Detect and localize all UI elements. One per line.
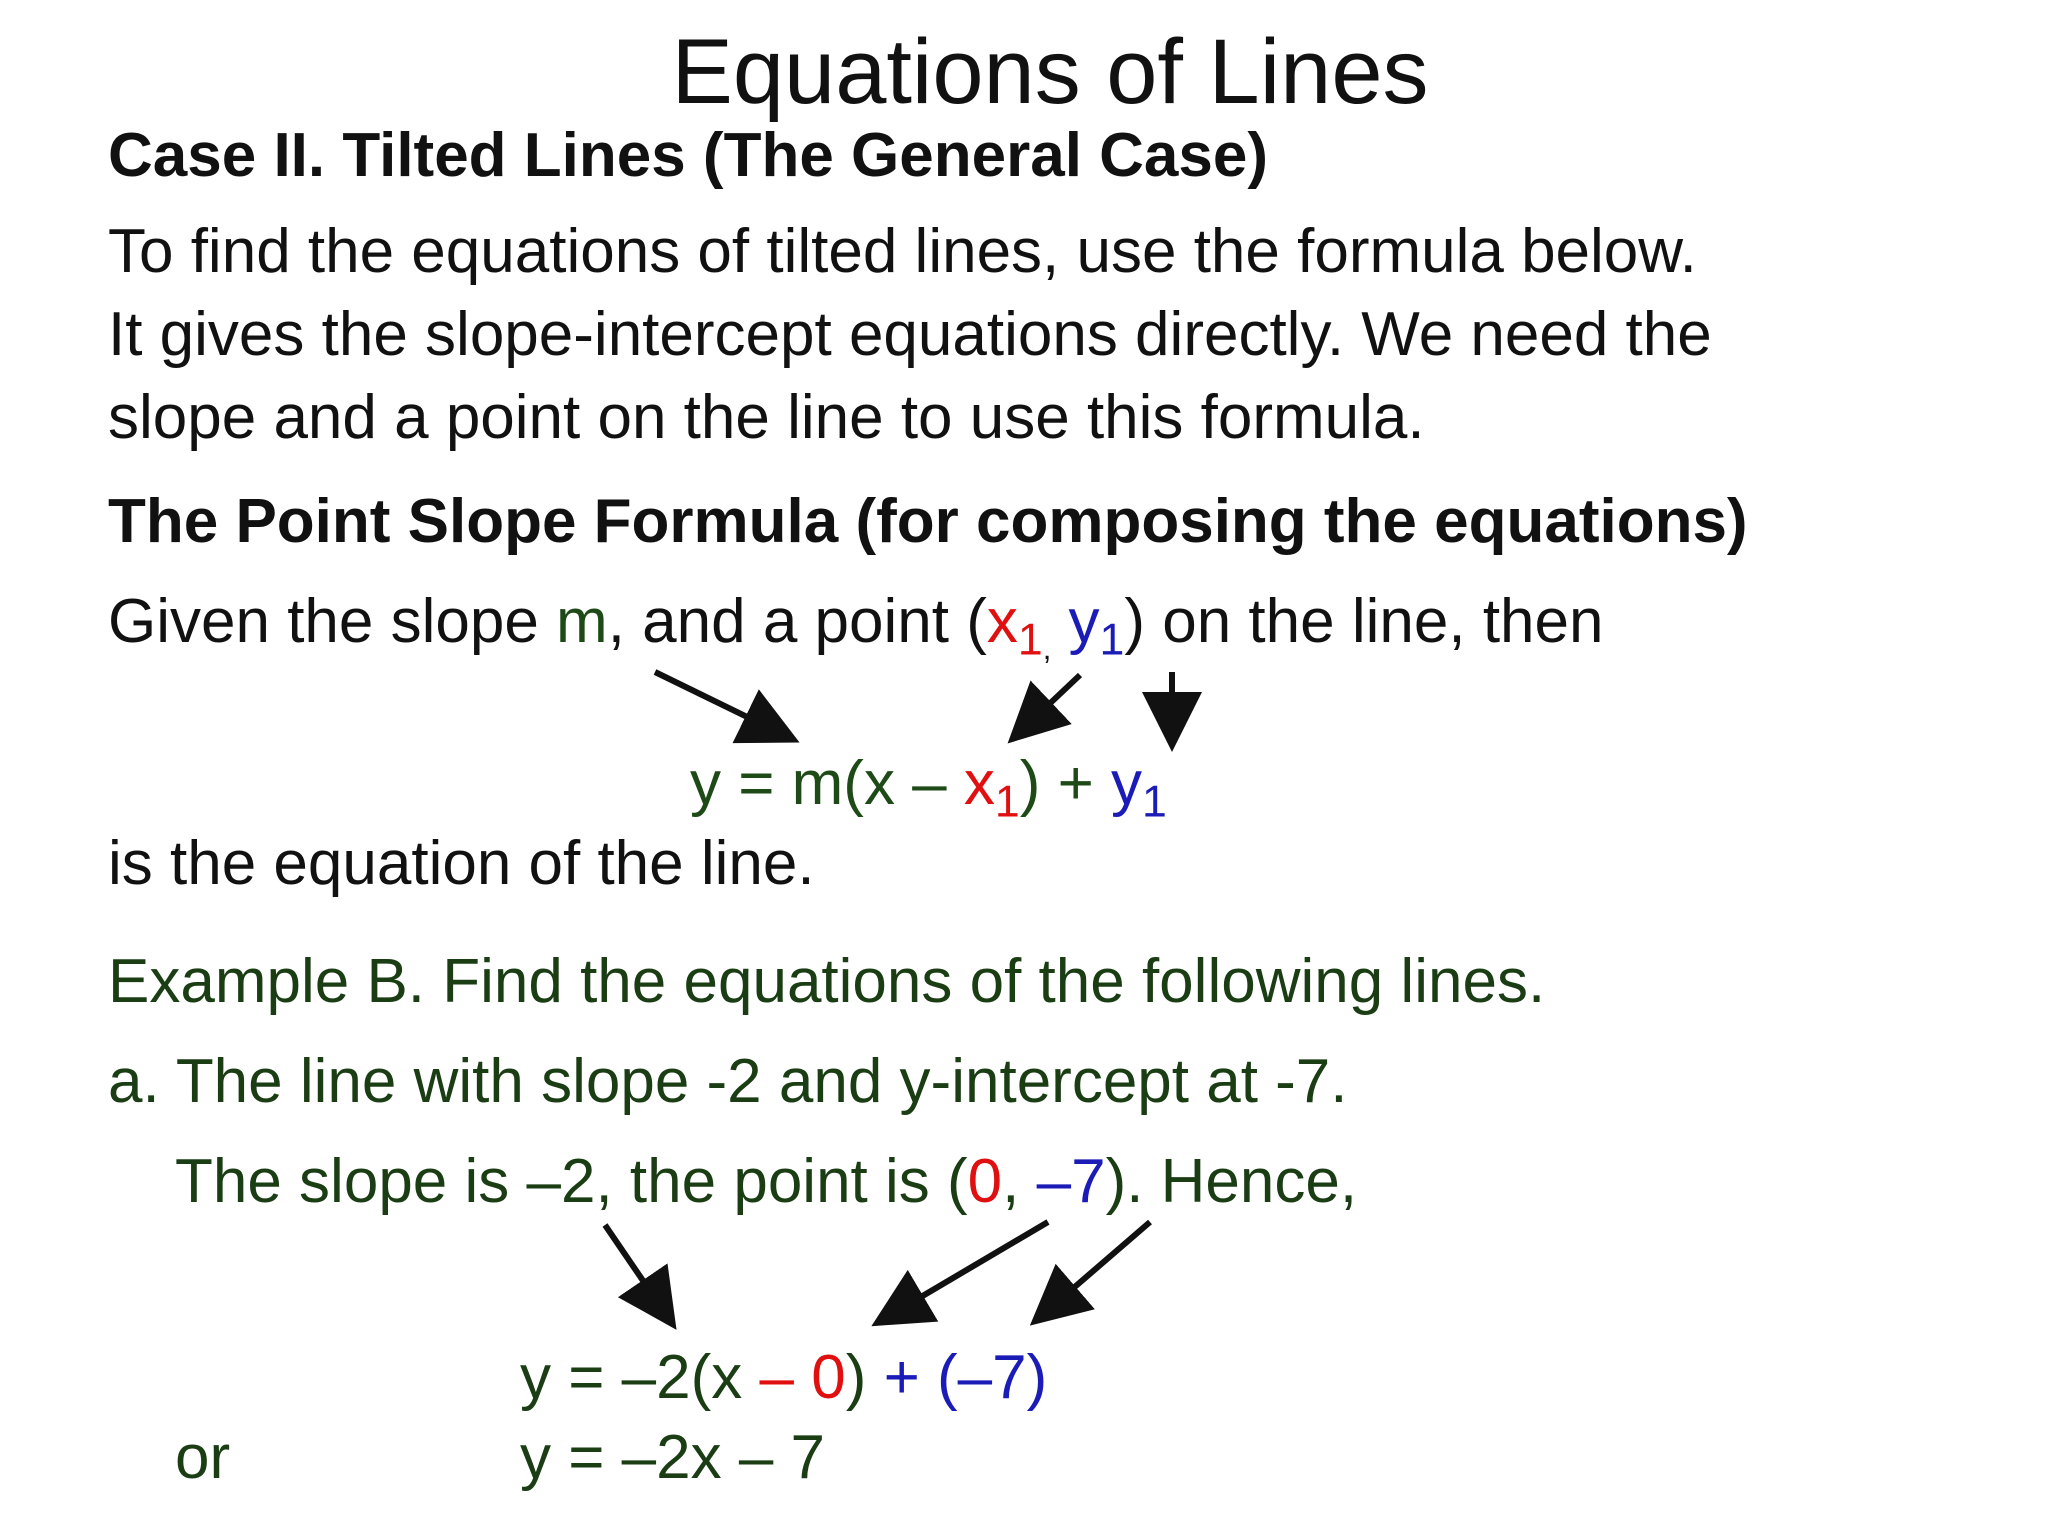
arrow-slope-to-result xyxy=(605,1225,663,1310)
slide-title: Equations of Lines xyxy=(671,21,1429,123)
slope-line-comma: , xyxy=(1002,1147,1037,1216)
intro-line-2: It gives the slope-intercept equations directly. We need the xyxy=(108,300,1712,369)
arrow-point-x-to-result xyxy=(892,1222,1048,1314)
arrow-m-to-formula xyxy=(655,672,778,732)
given-mid: , and a point ( xyxy=(607,587,987,656)
result1-minus-zero: – 0 xyxy=(759,1343,846,1412)
formula-pre: y = m(x – xyxy=(690,749,964,818)
result1-close: ) xyxy=(845,1343,884,1412)
given-comma: , xyxy=(1042,631,1052,667)
slope-point-line xyxy=(175,1140,1357,1224)
arrow-x1-to-formula xyxy=(1025,675,1080,727)
given-x: $x_1$ xyxy=(986,587,1043,665)
given-y: $y_1$ xyxy=(1068,587,1125,665)
slope-line-pre: The slope is –2, the point is ( xyxy=(175,1147,968,1216)
result-equation-1 xyxy=(520,1336,1047,1420)
given-sentence xyxy=(108,580,1604,667)
formula-close: ) + xyxy=(1019,749,1112,818)
slope-line-post: ). Hence, xyxy=(1105,1147,1358,1216)
given-pre: Given the slope xyxy=(108,587,557,656)
point-y-value: –7 xyxy=(1036,1147,1106,1216)
result1-pre: y = –2(x xyxy=(520,1343,760,1412)
formula-y1: $y_1$ xyxy=(1111,749,1167,827)
result1-plus-neg7: + (–7) xyxy=(883,1343,1048,1412)
given-m: m xyxy=(556,587,608,656)
formula-heading: The Point Slope Formula (for composing the equations) xyxy=(108,487,1748,556)
result-equation-2: y = –2x – 7 xyxy=(520,1423,826,1492)
point-x-value: 0 xyxy=(967,1147,1003,1216)
given-post: ) on the line, then xyxy=(1124,587,1604,656)
arrow-point-y-to-result xyxy=(1048,1222,1150,1310)
point-slope-formula xyxy=(690,742,1167,826)
intro-line-3: slope and a point on the line to use this formula. xyxy=(108,383,1425,452)
part-a-text: a. The line with slope -2 and y-intercept at -7. xyxy=(108,1047,1348,1116)
formula-x1: $x_1$ xyxy=(963,749,1020,827)
intro-line-1: To find the equations of tilted lines, use the formula below. xyxy=(108,217,1697,286)
example-heading: Example B. Find the equations of the following lines. xyxy=(108,947,1546,1016)
conclusion-text: is the equation of the line. xyxy=(108,829,815,898)
or-label: or xyxy=(175,1423,231,1492)
case-heading: Case II. Tilted Lines (The General Case) xyxy=(108,121,1269,190)
